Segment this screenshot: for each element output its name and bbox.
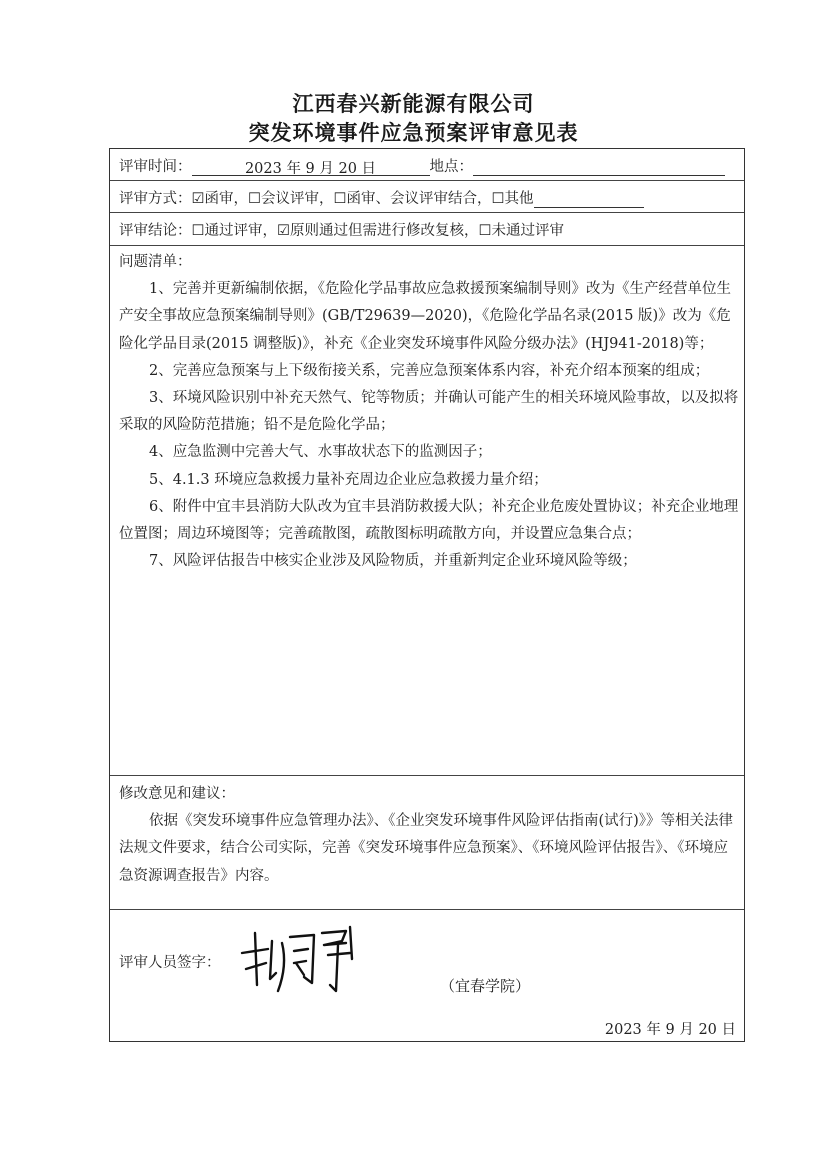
issue-item: 4、应急监测中完善大气、水事故状态下的监测因子； xyxy=(149,444,492,461)
review-conclusion-label: 评审结论： xyxy=(119,223,192,239)
suggestions-text: 依据《突发环境事件应急管理办法》、《企业突发环境事件风险评估指南(试行)》》等相关法律法规文件要求，结合公司实际，完善《突发环境事件应急预案》、《环境风险评估报告》、《环境应急资源调查报告》内容。 xyxy=(119,813,734,884)
document-title: 突发环境事件应急预案评审意见表 xyxy=(248,121,579,145)
issues-section xyxy=(110,245,744,776)
handwritten-signature xyxy=(238,919,363,999)
other-method-blank xyxy=(534,189,644,208)
issue-item: 5、4.1.3 环境应急救援力量补充周边企业应急救援力量介绍； xyxy=(149,471,548,488)
issue-item: 7、风险评估报告中核实企业涉及风险物质，并重新判定企业环境风险等级； xyxy=(149,553,637,570)
suggestions-heading: 修改意见和建议： xyxy=(119,786,235,802)
suggestions-section xyxy=(110,775,744,910)
review-conclusion-row xyxy=(110,212,744,246)
signature-date: 2023 年 9 月 20 日 xyxy=(604,1022,736,1038)
location-value xyxy=(473,157,725,176)
issues-heading: 问题清单： xyxy=(119,254,192,270)
signature-label: 评审人员签字： xyxy=(119,955,221,971)
review-form xyxy=(109,148,745,1042)
issue-item: 6、附件中宜丰县消防大队改为宜丰县消防救援大队；补充企业危废处置协议；补充企业地理位置图；周边环境图等；完善疏散图，疏散图标明疏散方向，并设置应急集合点； xyxy=(119,498,739,543)
company-name: 江西春兴新能源有限公司 xyxy=(292,92,535,116)
review-method-label: 评审方式： xyxy=(119,191,192,207)
location-label: 地点： xyxy=(429,159,473,175)
review-time-value: 2023 年 9 月 20 日 xyxy=(192,157,430,176)
issue-item: 3、环境风险识别中补充天然气、铊等物质；并确认可能产生的相关环境风险事故，以及拟将采取的风险防范措施；铅不是危险化学品； xyxy=(119,390,739,434)
issue-item: 2、完善应急预案与上下级衔接关系，完善应急预案体系内容，补充介绍本预案的组成； xyxy=(149,362,710,379)
review-method-options: ☑函审，☐会议评审，☐函审、会议评审结合，☐其他 xyxy=(191,191,534,207)
review-time-row xyxy=(110,149,744,181)
reviewer-organization: （宜春学院） xyxy=(440,977,531,995)
review-time-label: 评审时间： xyxy=(119,159,192,175)
review-method-row xyxy=(110,180,744,213)
issue-item: 1、完善并更新编制依据，《危险化学品事故应急救援预案编制导则》改为《生产经营单位生产安全事故应急预案编制导则》(GB/T29639—2020)，《危险化学品名录(2015 版)》改为《危险化学品目录(2015 调整版)》，补充《企业突发环境事件风险分级办法》(HJ941-2018)等； xyxy=(119,281,731,352)
review-conclusion-options: ☐通过评审，☑原则通过但需进行修改复核，☐未通过评审 xyxy=(191,223,564,239)
